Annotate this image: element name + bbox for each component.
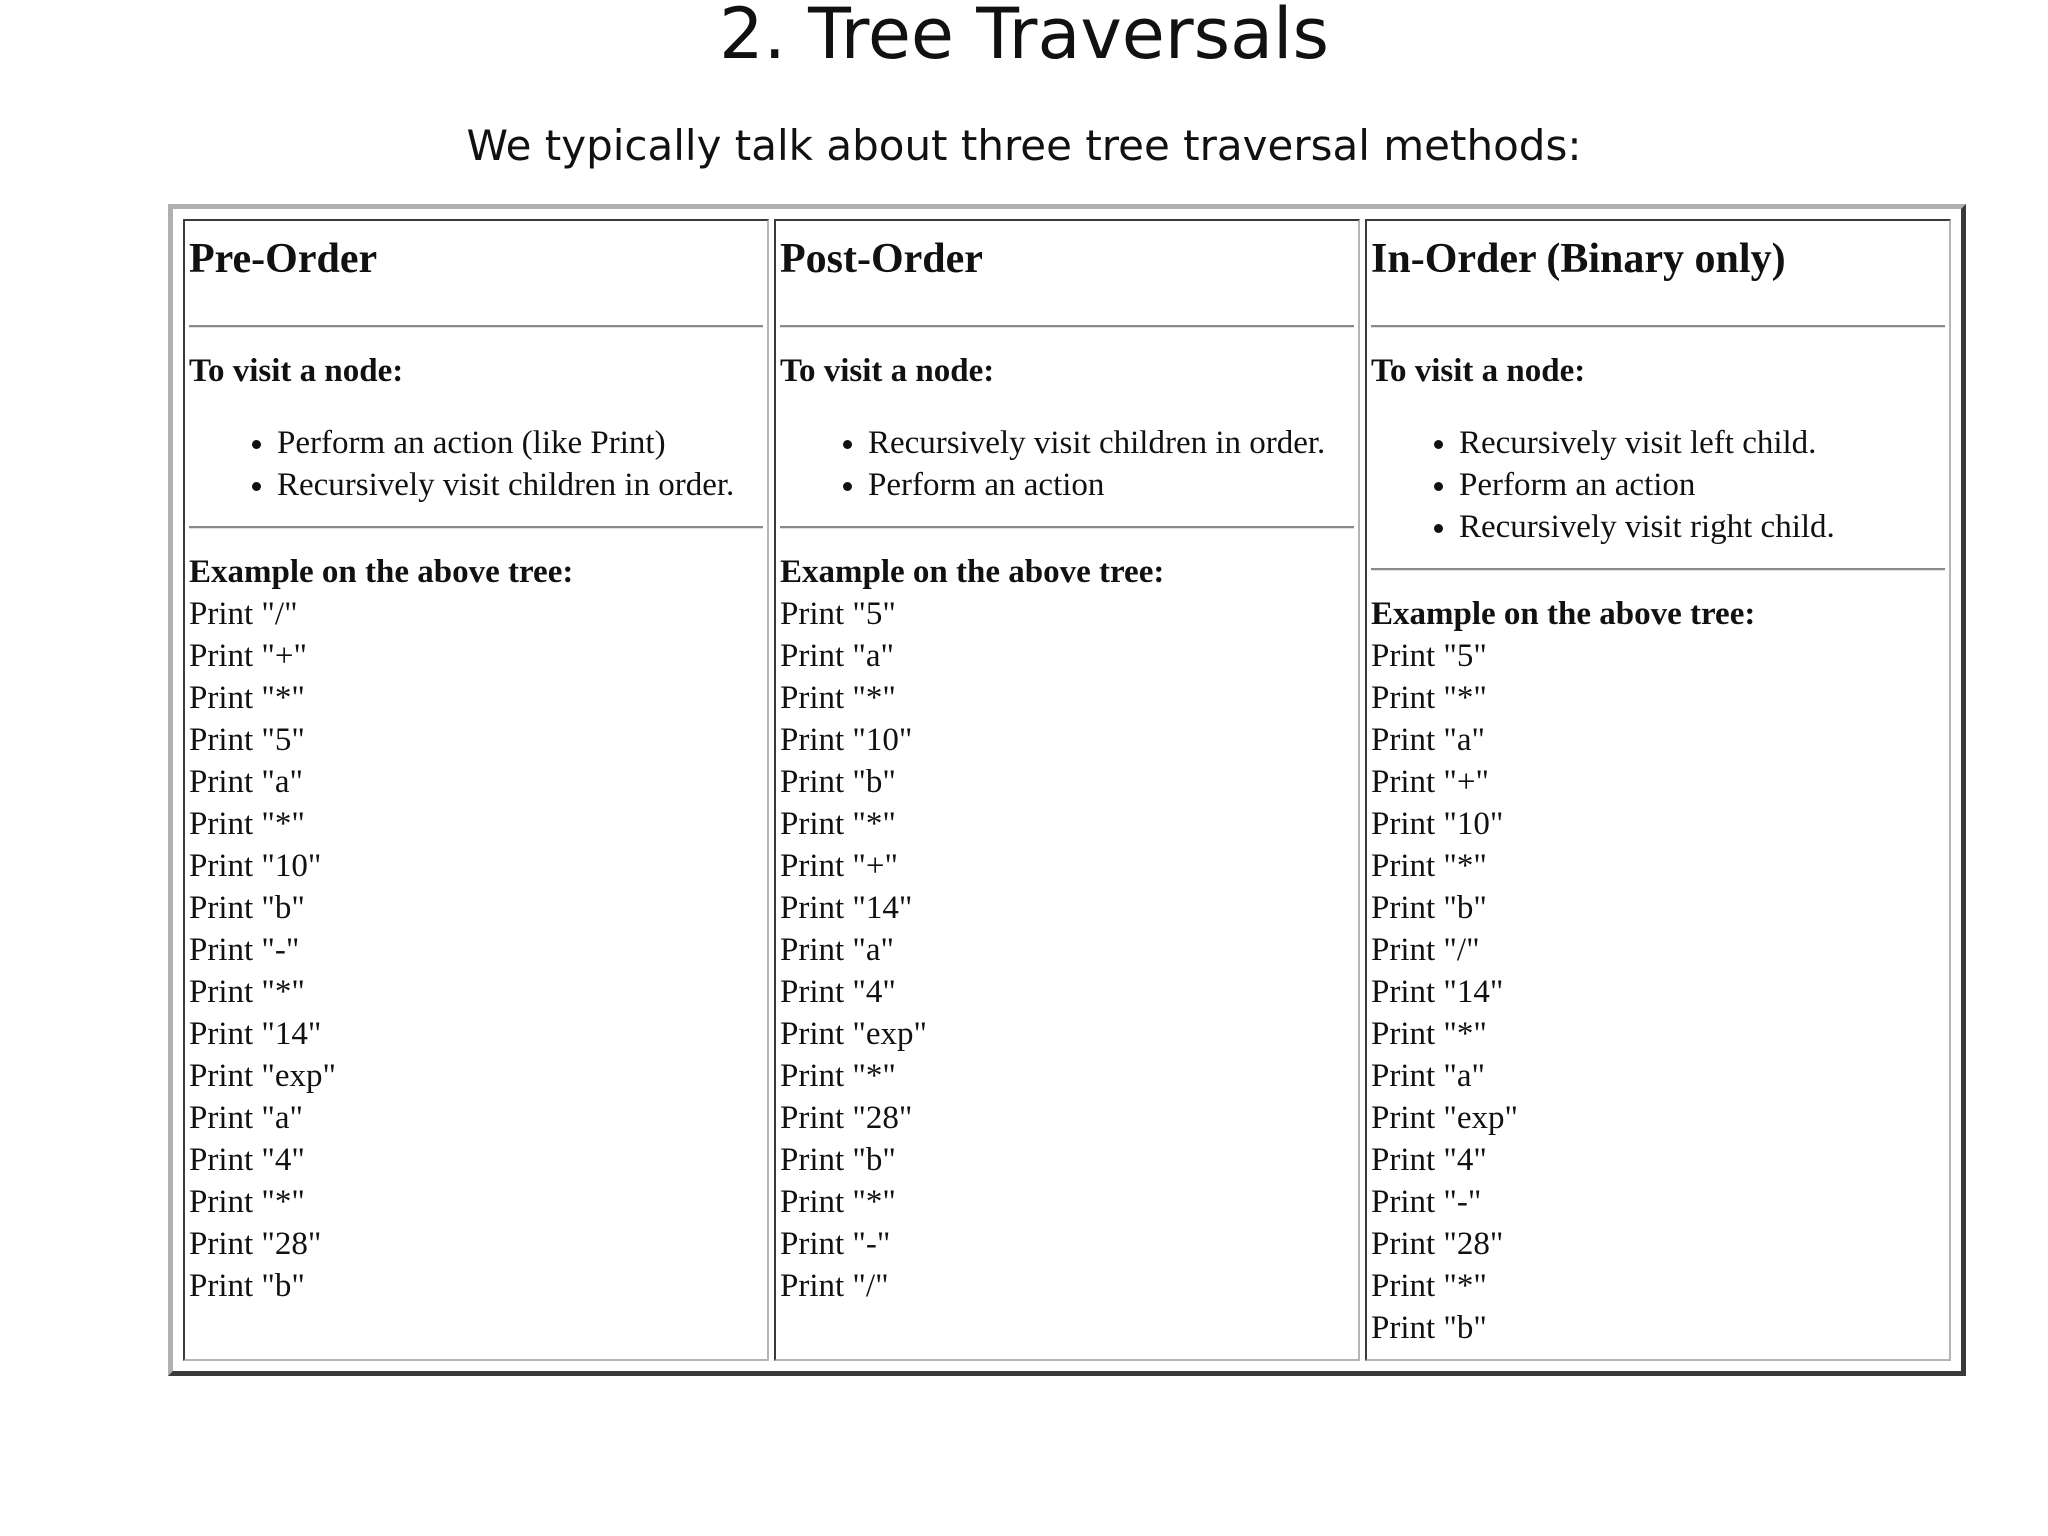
print-line: Print "4" (1371, 1142, 1487, 1178)
print-line: Print "exp" (189, 1058, 337, 1094)
divider (189, 325, 763, 328)
print-line: Print "4" (780, 974, 896, 1010)
print-line: Print "*" (189, 680, 305, 716)
print-line: Print "a" (189, 764, 304, 800)
column-heading: Pre-Order (189, 236, 378, 282)
print-line: Print "14" (189, 1016, 322, 1052)
print-line: Print "b" (189, 890, 305, 926)
print-line: Print "a" (780, 932, 895, 968)
print-line: Print "/" (780, 1268, 889, 1304)
example-label: Example on the above tree: (780, 554, 1165, 590)
print-line: Print "a" (189, 1100, 304, 1136)
divider (780, 325, 1354, 328)
print-line: Print "14" (1371, 974, 1504, 1010)
print-line: Print "+" (1371, 764, 1489, 800)
divider (189, 526, 763, 529)
print-line: Print "-" (780, 1226, 891, 1262)
print-line: Print "/" (1371, 932, 1480, 968)
print-line: Print "28" (1371, 1226, 1504, 1262)
traversal-table (178, 214, 1956, 1366)
print-line: Print "10" (780, 722, 913, 758)
print-line: Print "+" (780, 848, 898, 884)
visit-label: To visit a node: (1371, 353, 1586, 389)
print-line: Print "*" (1371, 1016, 1487, 1052)
print-line: Print "28" (189, 1226, 322, 1262)
print-line: Print "b" (1371, 890, 1487, 926)
print-line: Print "*" (780, 1184, 896, 1220)
list-item: • Recursively visit children in order. (277, 464, 763, 506)
column-pre-order (183, 219, 769, 1361)
divider (1371, 568, 1945, 571)
print-line: Print "*" (780, 806, 896, 842)
list-item: • Perform an action (1459, 464, 1945, 506)
list-item: • Recursively visit left child. (1459, 422, 1945, 464)
visit-label: To visit a node: (189, 353, 404, 389)
column-in-order (1365, 219, 1951, 1361)
list-item: • Recursively visit right child. (1459, 506, 1945, 548)
print-line: Print "4" (189, 1142, 305, 1178)
print-line: Print "b" (1371, 1310, 1487, 1346)
print-line: Print "-" (1371, 1184, 1482, 1220)
print-line: Print "*" (189, 1184, 305, 1220)
slide-title: 2. Tree Traversals (719, 0, 1329, 75)
example-label: Example on the above tree: (189, 554, 574, 590)
steps-list (780, 422, 1354, 506)
print-line: Print "14" (780, 890, 913, 926)
print-line: Print "*" (780, 1058, 896, 1094)
print-line: Print "a" (1371, 1058, 1486, 1094)
print-line: Print "*" (1371, 1268, 1487, 1304)
print-line: Print "b" (189, 1268, 305, 1304)
print-line: Print "/" (189, 596, 298, 632)
print-line: Print "5" (780, 596, 896, 632)
print-line: Print "a" (1371, 722, 1486, 758)
print-line: Print "*" (189, 974, 305, 1010)
column-heading: In-Order (Binary only) (1371, 236, 1786, 282)
steps-list (1371, 422, 1945, 548)
example-label: Example on the above tree: (1371, 596, 1756, 632)
list-item: • Recursively visit children in order. (868, 422, 1354, 464)
print-line: Print "exp" (780, 1016, 928, 1052)
print-line: Print "10" (1371, 806, 1504, 842)
print-line: Print "a" (780, 638, 895, 674)
print-line: Print "+" (189, 638, 307, 674)
divider (1371, 325, 1945, 328)
print-line: Print "5" (1371, 638, 1487, 674)
traversal-table-frame (168, 204, 1966, 1376)
column-post-order (774, 219, 1360, 1361)
print-line: Print "10" (189, 848, 322, 884)
print-line: Print "*" (780, 680, 896, 716)
print-line: Print "28" (780, 1100, 913, 1136)
column-heading: Post-Order (780, 236, 983, 282)
print-line: Print "b" (780, 1142, 896, 1178)
steps-list (189, 422, 763, 506)
print-line: Print "exp" (1371, 1100, 1519, 1136)
divider (780, 526, 1354, 529)
print-line: Print "-" (189, 932, 300, 968)
list-item: • Perform an action (like Print) (277, 422, 763, 464)
visit-label: To visit a node: (780, 353, 995, 389)
print-line: Print "*" (1371, 848, 1487, 884)
print-line: Print "*" (189, 806, 305, 842)
print-line: Print "b" (780, 764, 896, 800)
list-item: • Perform an action (868, 464, 1354, 506)
print-line: Print "5" (189, 722, 305, 758)
print-line: Print "*" (1371, 680, 1487, 716)
table-row (183, 219, 1951, 1361)
slide-subtitle: We typically talk about three tree traversal methods: (466, 121, 1582, 170)
